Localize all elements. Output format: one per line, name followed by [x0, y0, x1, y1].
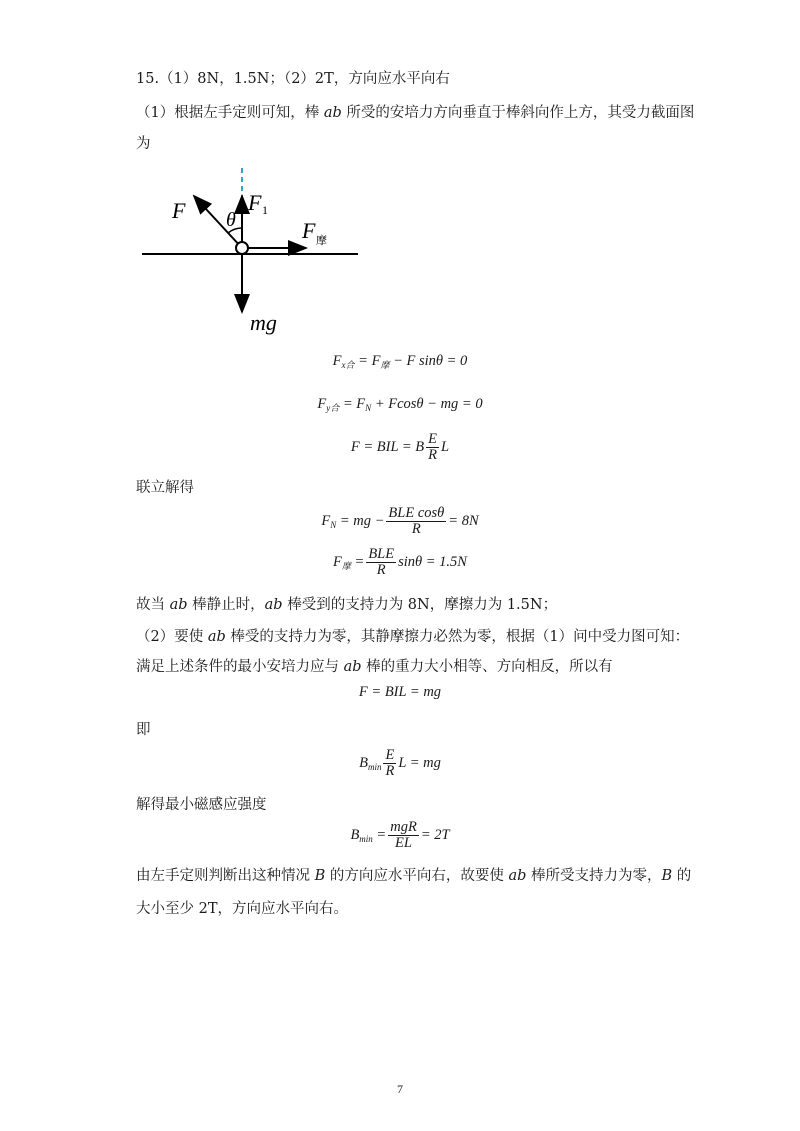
rod-cross-section	[236, 242, 248, 254]
part2-line2: 满足上述条件的最小安培力应与 ab 棒的重力大小相等、方向相反，所以有	[136, 659, 613, 675]
page-number: 7	[397, 1082, 403, 1096]
label-f: F	[172, 198, 186, 223]
final-line1: 由左手定则判断出这种情况 B 的方向应水平向右，故要使 ab 棒所受支持力为零，B 的	[136, 868, 692, 884]
equation-f-mg: F = BIL = mg	[358, 684, 442, 700]
joint-solve: 联立解得	[136, 480, 194, 496]
ji-line: 即	[136, 722, 151, 738]
equation-bmin-result: $B_{min}$ = $\frac{\text{mgR}}{EL}$ = 2T	[350, 819, 450, 851]
equation-fn: $F_N$ = mg − $\frac{\text{BLE cosθ}}{R}$ = 8N	[321, 505, 479, 537]
rod-ab: ab	[323, 105, 342, 121]
solve-min-b: 解得最小磁感应强度	[136, 797, 267, 813]
final-line2: 大小至少 2T，方向应水平向右。	[136, 901, 349, 917]
label-ffric: F	[302, 218, 316, 243]
force-diagram	[136, 160, 366, 340]
label-ffric-sub: 摩	[316, 234, 327, 247]
equation-fx: $F_{x合} = F_摩 - F$ sinθ = 0	[332, 353, 468, 370]
label-f1: F	[248, 190, 262, 215]
part1-line1	[136, 101, 694, 122]
label-theta: θ	[226, 209, 236, 231]
label-mg: mg	[250, 310, 277, 335]
label-f1-sub: 1	[262, 203, 268, 217]
part1-line1-b: 所受的安培力方向垂直于棒斜向作上方，其受力截面图	[341, 105, 695, 121]
equation-fy: $F_{y合} = F_N + Fcos\theta$ − mg = 0	[317, 396, 483, 413]
equation-f-bil: F = BIL = B $\frac{E}{R}$ L	[350, 431, 450, 463]
part1-line2: 为	[136, 136, 151, 152]
part2-line1: （2）要使 ab 棒受的支持力为零，其静摩擦力必然为零，根据（1）问中受力图可知：	[136, 629, 690, 645]
equation-ffric: $F_摩$ = $\frac{\text{BLE}}{R}$ sinθ = 1.5N	[333, 546, 467, 578]
conclusion-line: 故当 ab 棒静止时，ab 棒受到的支持力为 8N，摩擦力为 1.5N；	[136, 597, 558, 613]
part1-line1-a: （1）根据左手定则可知，棒	[136, 105, 324, 121]
answer-title: 15.（1）8N，1.5N；（2）2T，方向应水平向右	[136, 71, 450, 87]
equation-bmin-mg: $B_{min}$ $\frac{E}{R}$ L = mg	[359, 747, 441, 779]
